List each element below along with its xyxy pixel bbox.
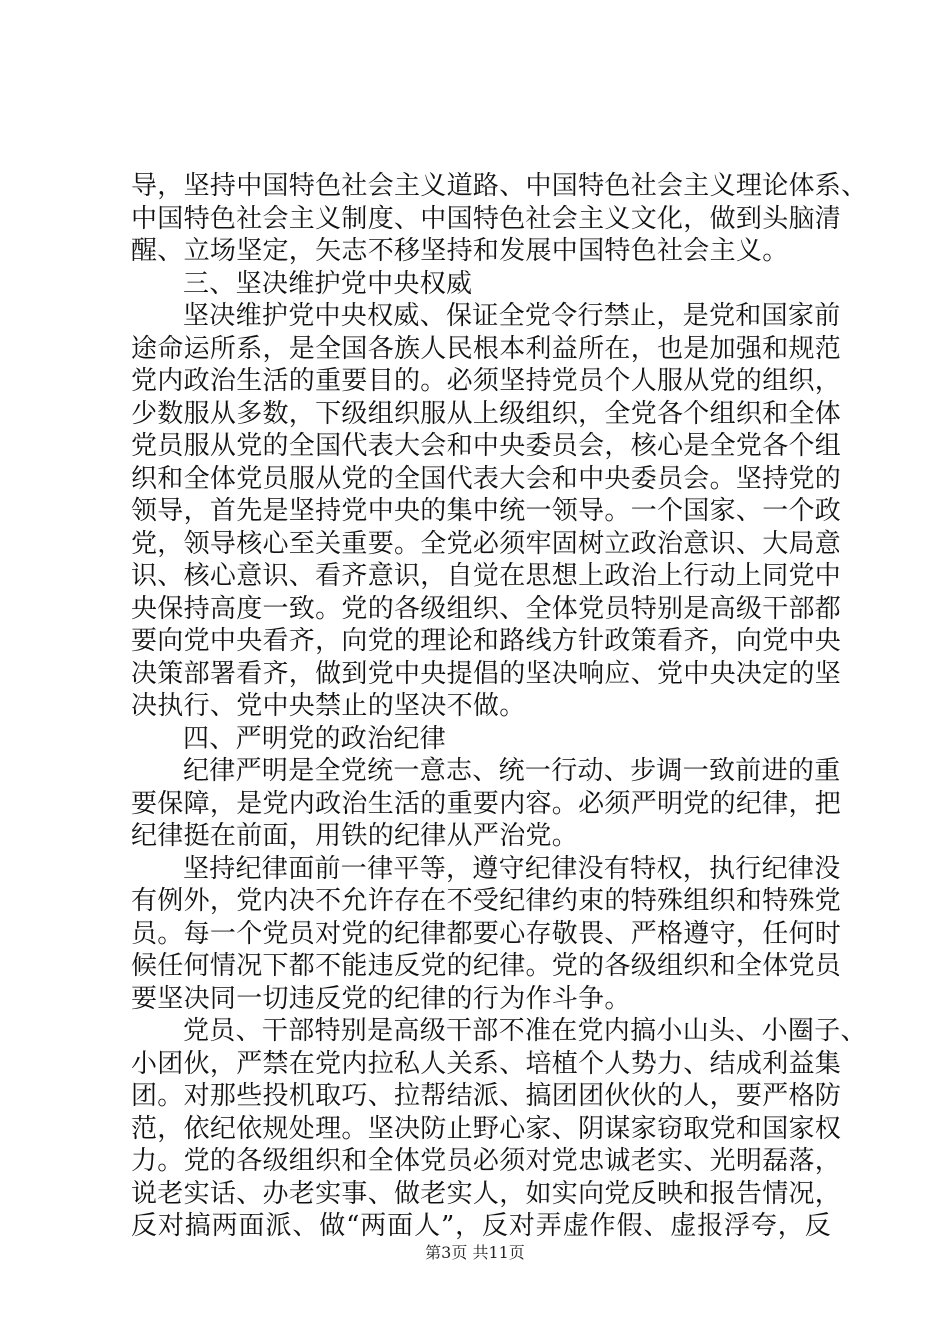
paragraph-first-line: 纪律严明是全党统一意志、统一行动、步调一致前进的重 (183, 756, 841, 786)
text-line: 员。每一个党员对党的纪律都要心存敬畏、严格遵守，任何时 (131, 918, 842, 949)
text-line: 途命运所系，是全国各族人民根本利益所在，也是加强和规范 (131, 333, 842, 364)
text-line: 领导，首先是坚持党中央的集中统一领导。一个国家、一个政 (131, 496, 842, 526)
text-line: 央保持高度一致。党的各级组织、全体党员特别是高级干部都 (131, 593, 842, 624)
text-line: 决策部署看齐，做到党中央提倡的坚决响应、党中央决定的坚 (131, 658, 842, 689)
text-line: 反对搞两面派、做“两面人”，反对弄虚作假、虚报浮夸，反 (131, 1211, 831, 1241)
text-line: 要保障，是党内政治生活的重要内容。必须严明党的纪律，把 (131, 788, 842, 819)
text-line: 团。对那些投机取巧、拉帮结派、搞团团伙伙的人，要严格防 (131, 1081, 842, 1111)
text-line: 范，依纪依规处理。坚决防止野心家、阴谋家窃取党和国家权 (131, 1113, 842, 1144)
text-line: 候任何情况下都不能违反党的纪律。党的各级组织和全体党员 (131, 951, 842, 981)
page-footer: 第3页 共11页 (425, 1243, 525, 1262)
paragraph-first-line: 坚决维护党中央权威、保证全党令行禁止，是党和国家前 (183, 301, 841, 331)
paragraph-first-line: 三、坚决维护党中央权威 (183, 268, 473, 299)
text-line: 织和全体党员服从党的全国代表大会和中央委员会。坚持党的 (131, 463, 842, 494)
text-line: 纪律挺在前面，用铁的纪律从严治党。 (131, 821, 579, 851)
text-line: 识、核心意识、看齐意识，自觉在思想上政治上行动上同党中 (131, 561, 842, 591)
text-line: 党内政治生活的重要目的。必须坚持党员个人服从党的组织， (131, 366, 842, 396)
paragraph-first-line: 四、严明党的政治纪律 (183, 723, 447, 754)
text-line: 中国特色社会主义制度、中国特色社会主义文化，做到头脑清 (131, 203, 842, 234)
document-body (131, 170, 868, 1243)
text-line: 有例外，党内决不允许存在不受纪律约束的特殊组织和特殊党 (131, 886, 842, 916)
text-line: 要向党中央看齐，向党的理论和路线方针政策看齐，向党中央 (131, 626, 842, 656)
text-line: 党，领导核心至关重要。全党必须牢固树立政治意识、大局意 (131, 528, 842, 559)
text-line: 说老实话、办老实事、做老实人，如实向党反映和报告情况， (131, 1178, 842, 1209)
text-line: 醒、立场坚定，矢志不移坚持和发展中国特色社会主义。 (131, 236, 789, 266)
text-line: 力。党的各级组织和全体党员必须对党忠诚老实、光明磊落， (131, 1146, 842, 1176)
text-line: 小团伙，严禁在党内拉私人关系、培植个人势力、结成利益集 (131, 1048, 842, 1079)
text-line: 导，坚持中国特色社会主义道路、中国特色社会主义理论体系、 (131, 171, 868, 201)
paragraph-first-line: 党员、干部特别是高级干部不准在党内搞小山头、小圈子、 (183, 1016, 867, 1046)
text-line: 决执行、党中央禁止的坚决不做。 (131, 691, 526, 721)
text-line: 少数服从多数，下级组织服从上级组织，全党各个组织和全体 (131, 398, 842, 429)
text-line: 要坚决同一切违反党的纪律的行为作斗争。 (131, 983, 631, 1014)
text-line: 党员服从党的全国代表大会和中央委员会，核心是全党各个组 (131, 431, 842, 461)
paragraph-first-line: 坚持纪律面前一律平等，遵守纪律没有特权，执行纪律没 (183, 853, 841, 884)
